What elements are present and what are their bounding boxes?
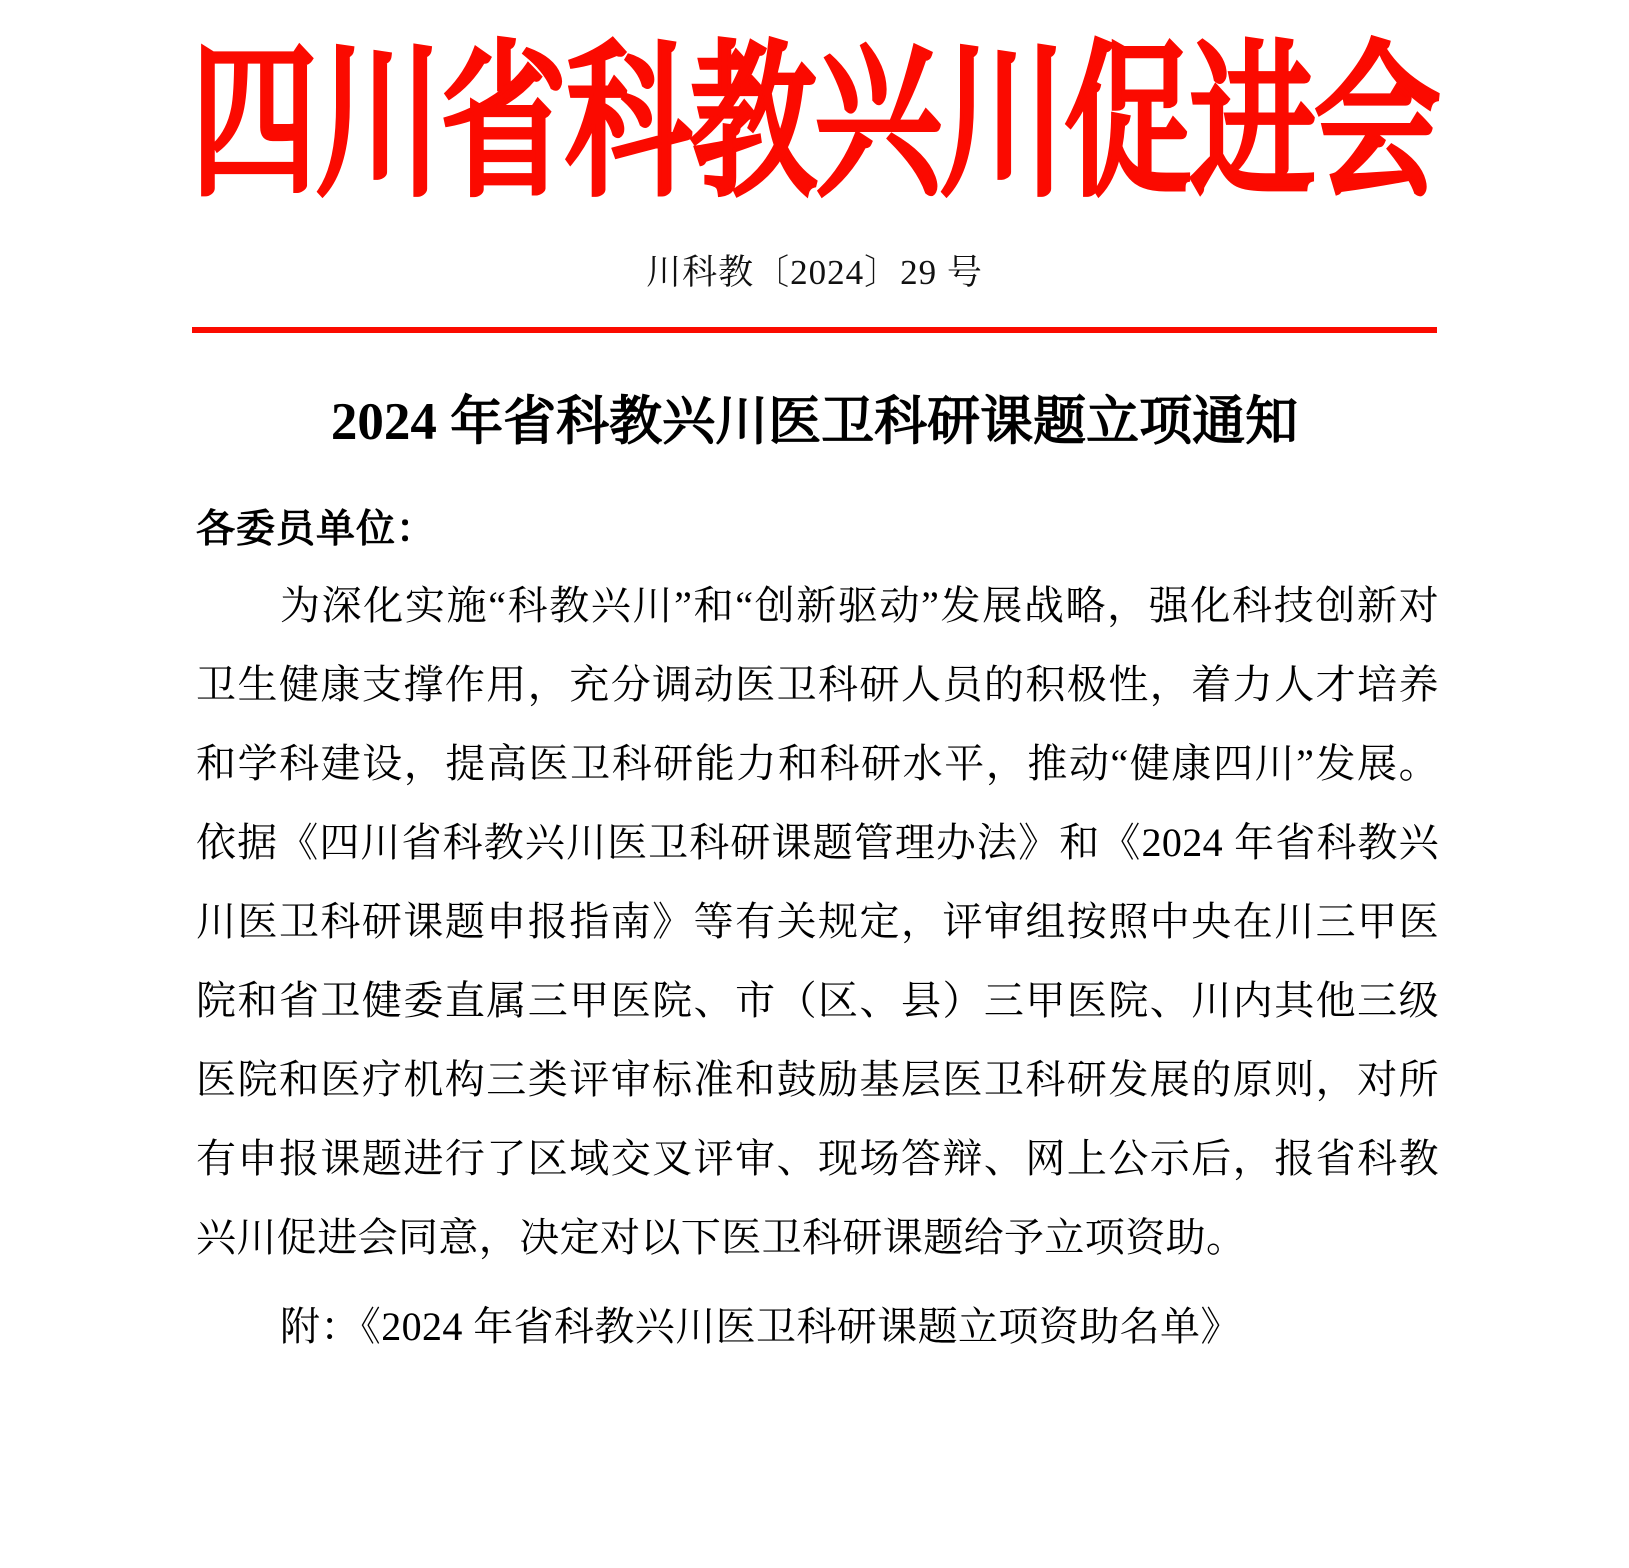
document-title: 2024 年省科教兴川医卫科研课题立项通知 (330, 393, 1299, 451)
document-serial-number: 川科教〔2024〕29 号 (646, 253, 983, 292)
masthead-title: 四川省科教兴川促进会 (190, 31, 1439, 218)
body-paragraph: 为深化实施“科教兴川”和“创新驱动”发展战略，强化科技创新对卫生健康支撑作用，充分调动医卫科研人员的积极性，着力人才培养和学科建设，提高医卫科研能力和科研水平，推动“健康四川”发展。依据《四川省科教兴川医卫科研课题管理办法》和《2024 年省科教兴川医卫科研课题申报指南》等有关规定，评审组按照中央在川三甲医院和省卫健委直属三甲医院、市（区、县）三甲医院、川内其他三级医院和医疗机构三类评审标准和鼓励基层医卫科研发展的原则，对所有申报课题进行了区域交叉评审、现场答辩、网上公示后，报省科教兴川促进会同意，决定对以下医卫科研课题给予立项资助。 (196, 583, 1439, 1260)
document-body (196, 500, 1439, 1366)
red-separator-rule (192, 327, 1437, 333)
salutation: 各委员单位： (196, 508, 437, 551)
attachment-line: 附：《2024 年省科教兴川医卫科研课题立项资助名单》 (280, 1304, 1241, 1349)
document-masthead (0, 31, 1629, 218)
